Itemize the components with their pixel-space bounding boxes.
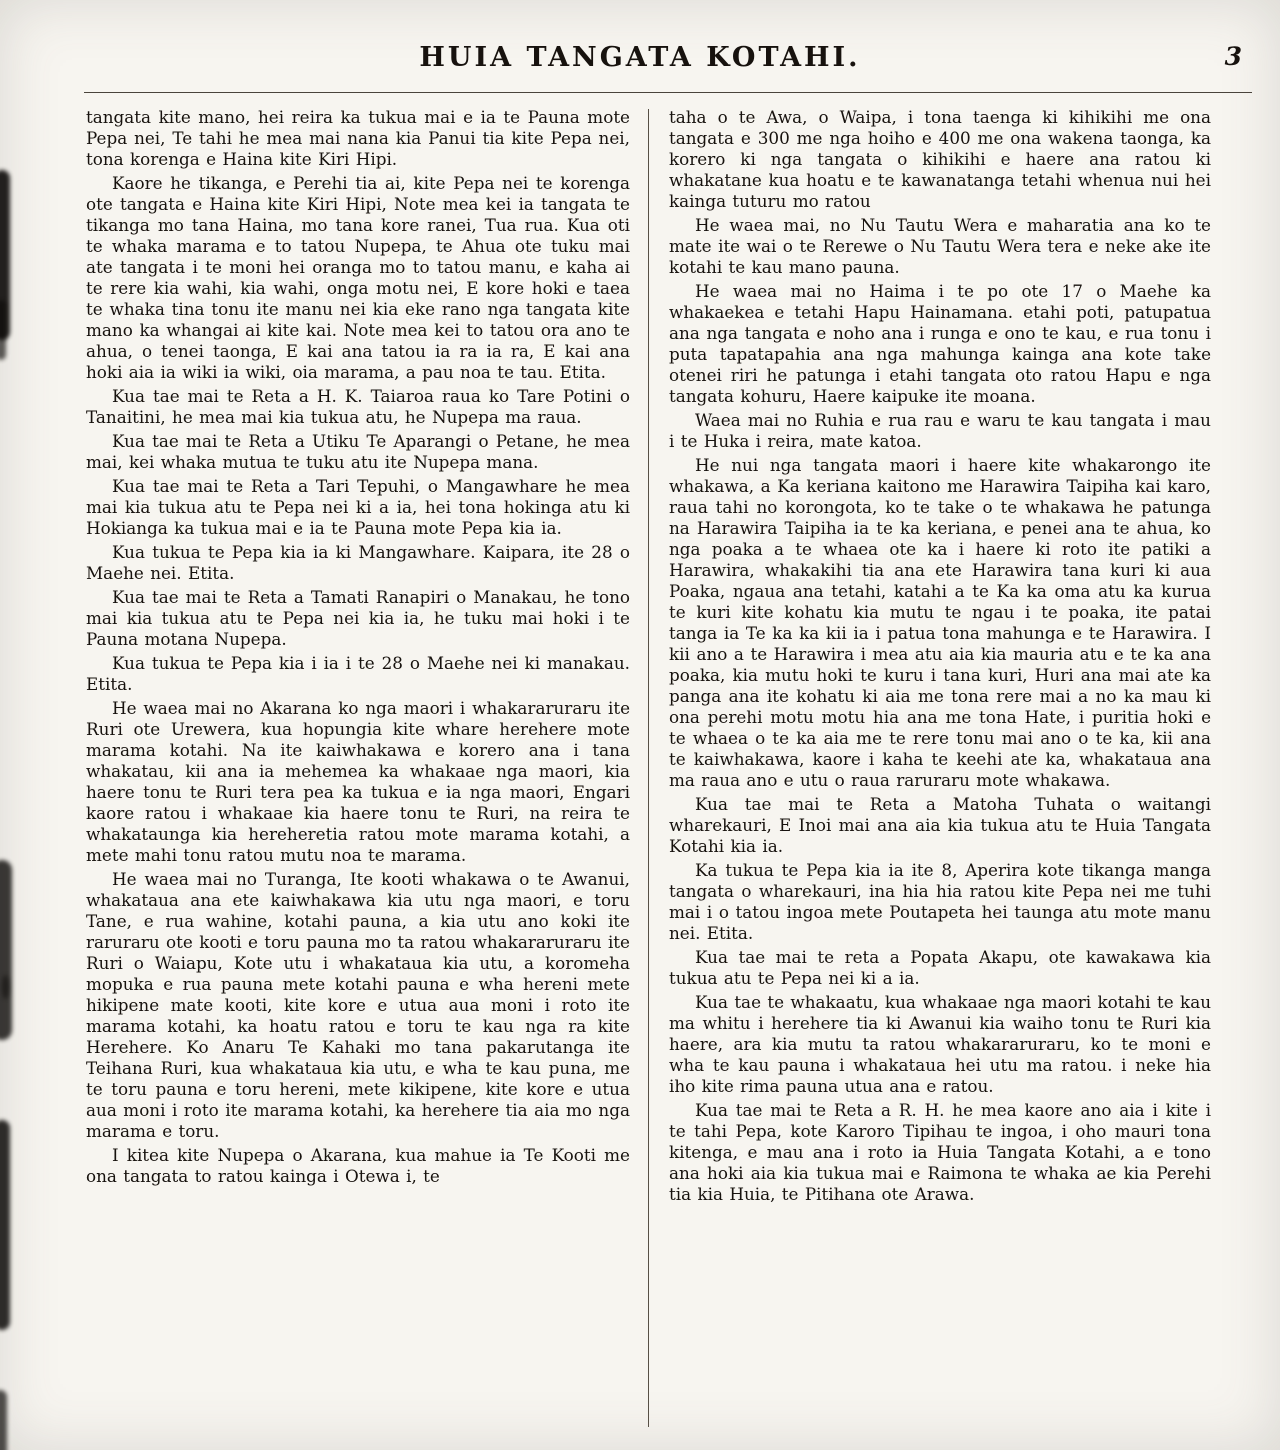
paragraph: Ka tukua te Pepa kia ia ite 8, Aperira kote tikanga manga tangata o wharekauri, ina hia hia ratou kite Pepa nei me tuhi mai i o tatou ingoa mete Poutapeta hei taunga atu mote manu nei. Etita. [669, 860, 1211, 943]
paragraph: Kua tae mai te Reta a Tari Tepuhi, o Mangawhare he mea mai kia tukua atu te Pepa nei ki a ia, hei tona hokinga atu ki Hokianga ka tukua mai e ia te Pauna mote Pepa kia ia. [86, 476, 630, 538]
paragraph: Kua tae mai te Reta a H. K. Taiaroa raua ko Tare Potini o Tanaitini, he mea mai kia tukua atu, he Nupepa ma raua. [86, 386, 630, 427]
paragraph: Waea mai no Ruhia e rua rau e waru te kau tangata i mau i te Huka i reira, mate katoa. [669, 410, 1211, 451]
paragraph: Kua tae mai te Reta a Utiku Te Aparangi o Petane, he mea mai, kei whaka mutua te tuku atu ite Nupepa mana. [86, 431, 630, 472]
article-columns [0, 93, 1280, 1427]
paragraph: taha o te Awa, o Waipa, i tona taenga ki kihikihi me ona tangata e 300 me nga hoiho e 400 me ona wakena taonga, ka korero ki nga tangata o kihikihi e haere ana ratou ki whakatane kua hoatu e te kawanatanga tetahi whenua nui hei kainga tuturu mo ratou [669, 107, 1211, 211]
paragraph: He nui nga tangata maori i haere kite whakarongo ite whakawa, a Ka keriana kaitono me Harawira Taipiha kai karo, raua tahi no korongota, ko te take o te whakawa he patunga na Harawira Taipiha ia te ka keriana, e penei ana te ahua, ko nga poaka a te whaea ote ka i haere ki roto ite patiki a Harawira, whakakihi tia ana ete Harawira tana kuri ki aua Poaka, ngaua ana tetahi, katahi a te Ka ka oma atu ka kurua te kuri kite kohatu kia mutu te ngau i te poaka, ite patai tanga ia Te ka ka kii ia i patua tona mahunga e te Harawira. I kii ano a te Harawira i mea atu aia kia mauria atu e te ka ana poaka, kia mutu hoki te kuru i tana kuri, Huri ana mai ate ka panga ana ite kohatu ki aia me tona rere mai a no ka mau ki ona perehi motu motu hia ana me tona Hate, i puritia hoki e te whaea o te ka aia me te rere tonu mai ano o te ka, kii ana te kaiwhakawa, kaore i kaha te keehi ate ka, whakataua ana ma raua ano e utu o raua raruraru mote whakawa. [669, 455, 1211, 790]
paragraph: I kitea kite Nupepa o Akarana, kua mahue ia Te Kooti me ona tangata to ratou kainga i Otewa i, te [86, 1145, 630, 1186]
paragraph: Kua tae mai te Reta a R. H. he mea kaore ano aia i kite i te tahi Pepa, kote Karoro Tipihau te ingoa, i oho mauri tona kitenga, e mau ana i roto ia Huia Tangata Kotahi, a e tono ana hoki aia kia tukua mai e Raimona te whaka ae kia Perehi tia kia Huia, te Pitihana ote Arawa. [669, 1100, 1211, 1204]
paragraph: Kua tae mai te Reta a Matoha Tuhata o waitangi wharekauri, E Inoi mai ana aia kia tukua atu te Huia Tangata Kotahi kia ia. [669, 794, 1211, 856]
right-column [649, 107, 1211, 1427]
paragraph: Kaore he tikanga, e Perehi tia ai, kite Pepa nei te korenga ote tangata e Haina kite Kiri Hipi, Note mea kei ia tangata te tikanga mo tana Haina, mo tana kore ranei, Tua rua. Kua oti te whaka marama e to tatou Nupepa, te Ahua ote tuku mai ate tangata i te moni hei oranga mo to tatou manu, e kaha ai te rere kia wahi, kia wahi, onga motu nei, E kore hoki e taea te whaka tina tonu ite manu nei kia eke rano nga tangata kite mano ka whangai ai kite kai. Note mea kei to tatou ora ano te ahua, o tenei taonga, E kai ana tatou ia ra ia ra, E kai ana hoki aia ia wiki ia wiki, oia marama, a pau noa te tau. Etita. [86, 173, 630, 382]
paragraph: Kua tae te whakaatu, kua whakaae nga maori kotahi te kau ma whitu i herehere tia ki Awanui kia waiho tonu te Ruri kia haere, ara kia mutu ta ratou whakararuraru, ko te moni e wha te kau pauna i whakataua hei utu ma ratou. i neke hia iho kite rima pauna utua ana e ratou. [669, 992, 1212, 1096]
paragraph: Kua tukua te Pepa kia i ia i te 28 o Maehe nei ki manakau. Etita. [86, 653, 630, 694]
paragraph: He waea mai no Haima i te po ote 17 o Maehe ka whakaekea e tetahi Hapu Hainamana. etahi poti, patupatua ana nga tangata e noho ana i runga e ono te kau, e rua tonu i puta tapatapahia ana nga mahunga kainga ana kote take otenei riri he patunga i etahi tangata oto ratou Hapu e nga tangata kohuru, Haere kaipuke ite moana. [669, 281, 1211, 406]
page-number: 3 [1224, 42, 1242, 71]
paragraph: He waea mai no Turanga, Ite kooti whakawa o te Awanui, whakataua ana ete kaiwhakawa kia utu nga maori, e toru Tane, e rua wahine, kotahi pauna, a kia utu ano koki ite raruraru ote kooti e toru pauna mo ta ratou whakararuraru ite Ruri o Waiapu, Kote utu i whakataua kia utu, a koromeha mopuka e rua pauna mete kotahi pauna e wha hereni mete hikipene mate kooti, kite kore e utua aua moni i roto ite marama kotahi, ka hoatu ratou e toru te kau nga ra kite Herehere. Ko Anaru Te Kahaki mo tana pakarutanga ite Teihana Ruri, kua whakataua kia utu, e wha te kau puna, me te toru pauna e toru hereni, mete kikipene, kite kore e utua aua moni i roto ite marama kotahi, ka herehere tia aia mo nga marama e toru. [86, 869, 630, 1141]
paragraph: He waea mai no Akarana ko nga maori i whakararuraru ite Ruri ote Urewera, kua hopungia kite whare herehere mote marama kotahi. Na ite kaiwhakawa e korero ana i tana whakatau, kii ana ia mehemea ka whakaae nga maori, kia haere tonu te Ruri tera pea ka tukua e ia nga maori, Engari kaore ratou i whakaae kia haere tonu te Ruri, na reira te whakataunga kia hereheretia ratou mote marama kotahi, a mete mahi tonu ratou mutu noa te marama. [86, 698, 630, 865]
paragraph: Kua tae mai te Reta a Tamati Ranapiri o Manakau, he tono mai kia tukua atu te Pepa nei kia ia, he tuku mai hoki i te Pauna motana Nupepa. [86, 587, 630, 649]
page-header [0, 0, 1280, 92]
paragraph: tangata kite mano, hei reira ka tukua mai e ia te Pauna mote Pepa nei, Te tahi he mea mai nana kia Panui tia kite Pepa nei, tona korenga e Haina kite Kiri Hipi. [86, 107, 630, 169]
paragraph: Kua tae mai te reta a Popata Akapu, ote kawakawa kia tukua atu te Pepa nei ki a ia. [669, 947, 1211, 988]
paragraph: Kua tukua te Pepa kia ia ki Mangawhare. Kaipara, ite 28 o Maehe nei. Etita. [86, 542, 630, 583]
page-title: HUIA TANGATA KOTAHI. [419, 42, 861, 73]
paragraph: He waea mai, no Nu Tautu Wera e maharatia ana ko te mate ite wai o te Rerewe o Nu Tautu Wera tera e neke ake ite kotahi te kau mano pauna. [669, 215, 1211, 277]
left-column [86, 107, 648, 1427]
